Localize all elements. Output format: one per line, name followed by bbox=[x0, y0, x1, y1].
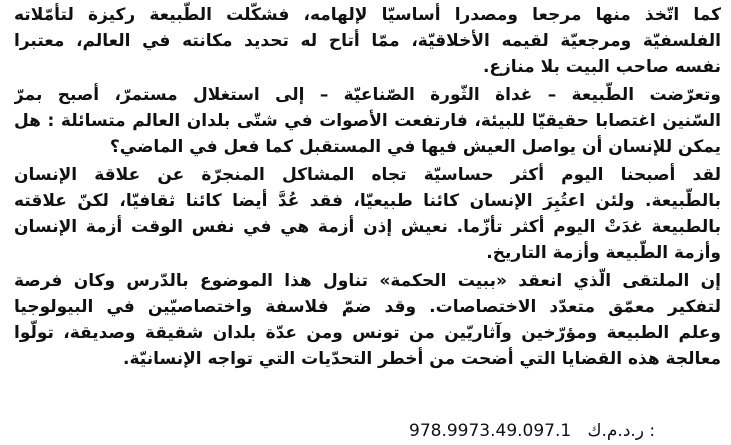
isbn-label: ر.د.م.ك : bbox=[587, 421, 656, 441]
text-body bbox=[14, 2, 721, 372]
text-line: كما اتّخذ منها مرجعا ومصدرا أساسيّا لإلهامه، فشكّلت الطّبيعة ركيزة لتأمّلاته bbox=[14, 5, 721, 25]
text-line: لتفكير معمّق متعدّد الاختصاصات. وقد ضمّ فلاسفة واختصاصيّين في البيولوجيا bbox=[14, 297, 721, 317]
text-line: وأزمة الطّبيعة وأزمة التاريخ. bbox=[486, 243, 721, 263]
text-line: لقد أصبحنا اليوم أكثر حساسيّة تجاه المشاكل المنجرّة عن علاقة الإنسان bbox=[14, 165, 721, 185]
document-page bbox=[14, 0, 721, 445]
text-line: يمكن للإنسان أن يواصل العيش فيها في المستقبل كما فعل في الماضي؟ bbox=[109, 137, 721, 157]
text-line: الفلسفيّة ومرجعيّة لقيمه الأخلاقيّة، ممّا أتاح له تحديد مكانته في العالم، معتبرا bbox=[14, 31, 721, 51]
text-line: بالطبيعة غدَتْ اليوم أكثر تأزّما. نعيش إذن أزمة هي في نفس الوقت أزمة الإنسان bbox=[14, 217, 721, 237]
text-line: نفسه صاحب البيت بلا منازع. bbox=[482, 57, 721, 77]
text-line: بالطّبيعة. ولئن اعتُبِرَ الإنسان كائنا طبيعيّا، فقد عُدَّ أيضا كائنا ثقافيّا، لكنّ علاقته bbox=[14, 191, 721, 211]
text-line: السّنين اغتصابا حقيقيّا للبيئة، فارتفعت الأصوات في شتّى بلدان العالم متسائلة : هل bbox=[14, 111, 721, 131]
text-line: وتعرّضت الطّبيعة – غداة الثّورة الصّناعيّة – إلى استغلال مستمرّ، أصبح بمرّ bbox=[14, 85, 721, 105]
text-line: معالجة هذه القضايا التي أضحت من أخطر التحدّيات التي تواجه الإنسانيّة. bbox=[122, 349, 721, 369]
text-line: إن الملتقى الّذي انعقد «ببيت الحكمة» تناول هذا الموضوع بالدّرس وكان فرصة bbox=[14, 271, 721, 291]
isbn-line bbox=[409, 418, 731, 445]
text-line: وعلم الطبيعة ومؤرّخين وآثاريّين من تونس ومن عدّة بلدان شقيقة وصديقة، تولّوا bbox=[14, 323, 721, 343]
isbn-number: 978.9973.49.097.1 bbox=[409, 421, 572, 441]
